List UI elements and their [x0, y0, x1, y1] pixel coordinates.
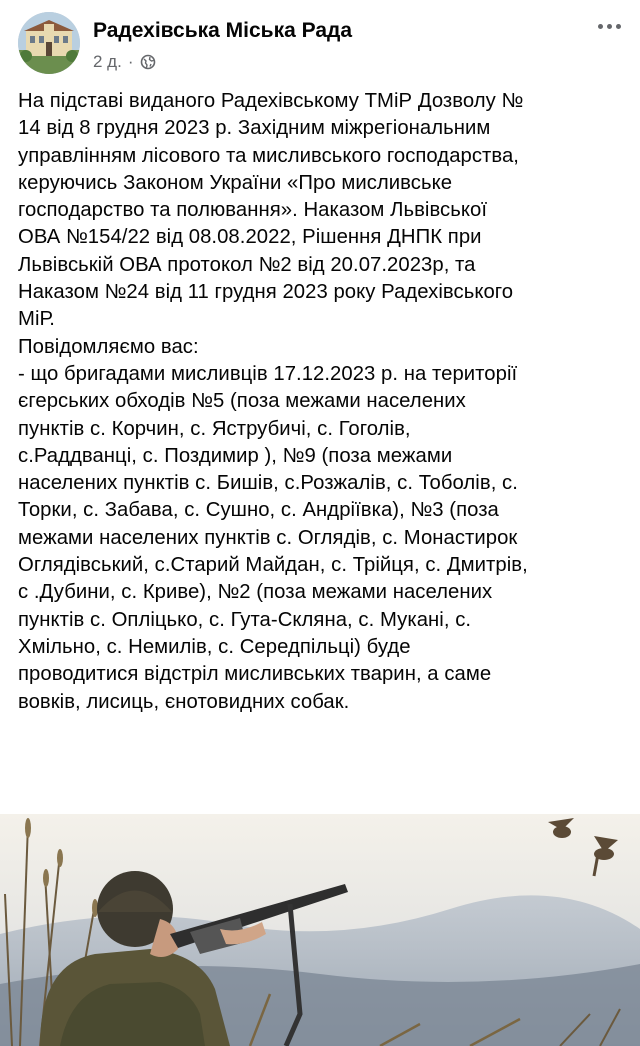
post-text-line: населених пунктів с. Бишів, с.Розжалів, с. Тоболів, с.	[18, 472, 518, 495]
post-timestamp[interactable]: 2 д.	[93, 52, 122, 71]
post-text-line: вовків, лисиць, єнотовидних собак.	[18, 690, 350, 713]
post-header	[0, 0, 640, 80]
post-text-line: проводитися відстріл мисливських тварин, а саме	[18, 663, 492, 686]
post-text-line: с.Раддванці, с. Поздимир ), №9 (поза межами	[18, 444, 453, 467]
more-dot	[598, 24, 603, 29]
post-text-line: керуючись Законом України «Про мисливське	[18, 171, 453, 194]
post-text-line: управлінням лісового та мисливського господарства,	[18, 144, 519, 167]
post-text-line: пунктів с. Опліцько, с. Гута-Скляна, с. Мукані, с.	[18, 608, 472, 631]
page-avatar[interactable]	[18, 12, 80, 74]
post-text-line: - що бригадами мисливців 17.12.2023 р. на території	[18, 362, 518, 385]
post-text-line: єгерських обходів №5 (поза межами населених	[18, 390, 466, 413]
post-text-line: МіР.	[18, 308, 55, 331]
post-text-line: господарство та полювання». Наказом Львівської	[18, 199, 488, 222]
post-text-line: пунктів с. Корчин, с. Яструбичі, с. Гоголів,	[18, 417, 411, 440]
hunter-photo-image	[0, 814, 640, 1046]
more-dot	[607, 24, 612, 29]
post-text-line: Львівській ОВА протокол №2 від 20.07.2023р, та	[18, 253, 476, 276]
more-dot	[616, 24, 621, 29]
post-photo[interactable]	[0, 814, 640, 1046]
post-text-line: межами населених пунктів с. Оглядів, с. Монастирок	[18, 526, 518, 549]
post-text-line: Наказом №24 від 11 грудня 2023 року Радехівського	[18, 281, 514, 304]
post-text-line: На підставі виданого Радехівському ТМіР Дозволу №	[18, 90, 524, 112]
page-name-link[interactable]: Радехівська Міська Рада	[93, 19, 353, 42]
post-text	[18, 88, 626, 716]
post-text-line: Оглядівський, с.Старий Майдан, с. Трійця, с. Дмитрів,	[18, 554, 528, 577]
meta-separator: ·	[127, 52, 134, 71]
globe-icon[interactable]	[140, 54, 156, 70]
post-text-line: Хмільно, с. Немилів, с. Середпільці) буде	[18, 635, 411, 658]
post-meta	[93, 52, 156, 72]
post-text-line: ОВА №154/22 від 08.08.2022, Рішення ДНПК при	[18, 226, 482, 249]
post-text-line: Торки, с. Забава, с. Сушно, с. Андріївка), №3 (поза	[18, 499, 499, 522]
post-text-line: 14 від 8 грудня 2023 р. Західним міжрегіональним	[18, 117, 491, 140]
building-avatar-image	[18, 12, 80, 74]
post-text-line: Повідомляємо вас:	[18, 335, 199, 358]
post-text-line: с .Дубини, с. Криве), №2 (поза межами населених	[18, 581, 493, 604]
more-options-button[interactable]	[592, 14, 626, 38]
